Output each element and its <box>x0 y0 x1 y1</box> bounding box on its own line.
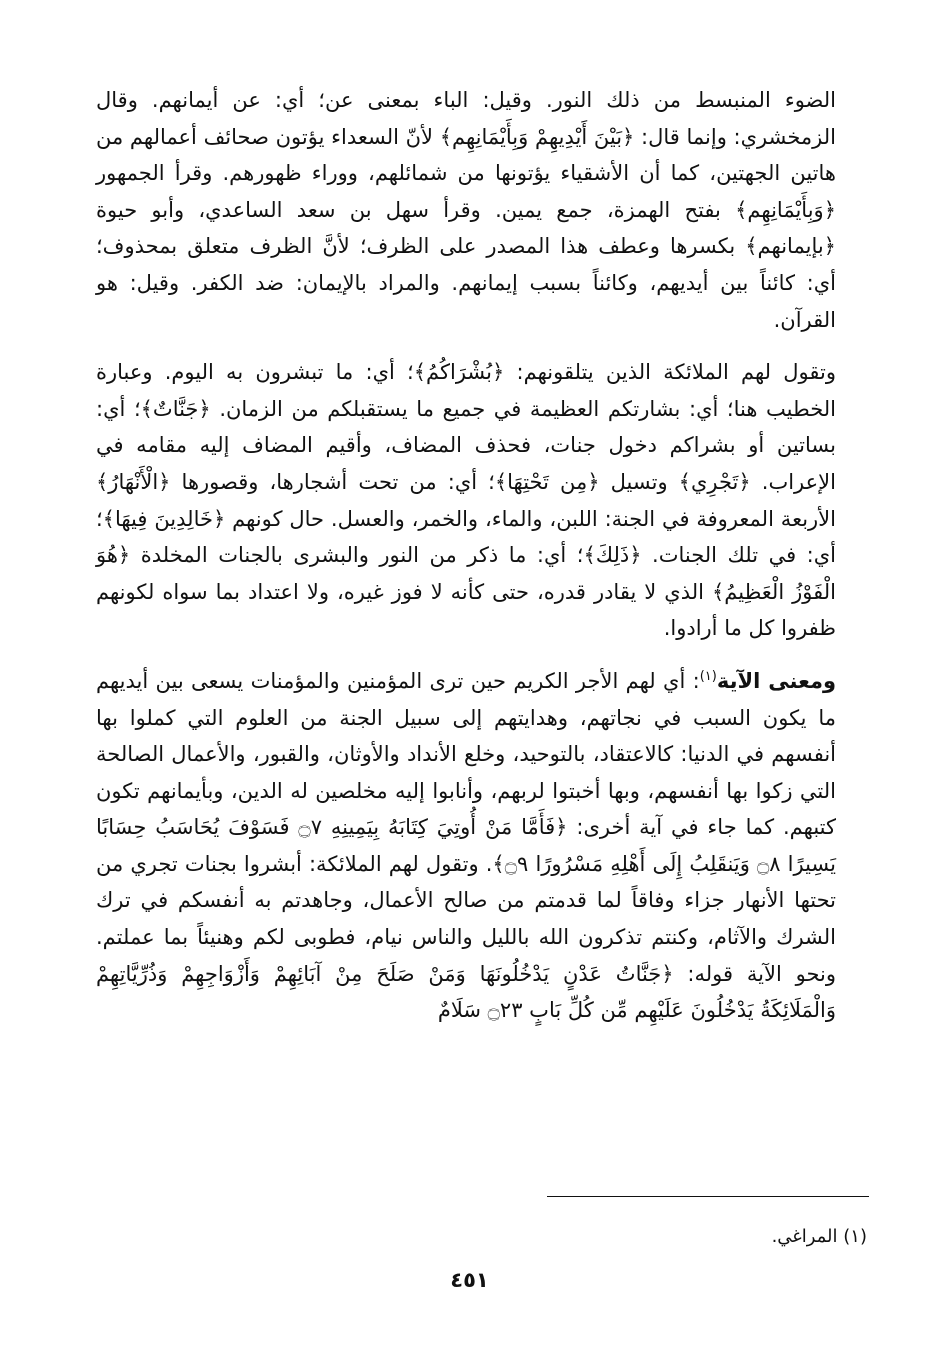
paragraph-verse-meaning <box>96 663 836 1029</box>
footnote: (١) المراغي. <box>771 1226 867 1247</box>
page-number: ٤٥١ <box>450 1268 489 1292</box>
paragraph-text: الضوء المنبسط من ذلك النور. وقيل: الباء بمعنى عن؛ أي: عن أيمانهم. وقال الزمخشري: وإنما قال: ﴿بَيْنَ أَيْدِيهِمْ وَبِأَيْمَانِهِم﴾ لأنّ السعداء يؤتون صحائف أعمالهم من هاتين الجهتين، كما أن الأشقياء يؤتونها من شمائلهم، ووراء ظهورهم. وقرأ الجمهور ﴿وَبِأَيْمَانِهِم﴾ بفتح الهمزة، جمع يمين. وقرأ سهل بن سعد الساعدي، وأبو حيوة ﴿بإيمانهم﴾ بكسرها وعطف هذا المصدر على الظرف؛ لأنَّ الظرف متعلق بمحذوف؛ أي: كائناً بين أيديهم، وكائناً بسبب إيمانهم. والمراد بالإيمان: ضد الكفر. وقيل: هو القرآن. <box>96 88 836 332</box>
paragraph-lead-heading: ومعنى الآية <box>716 668 836 693</box>
paragraph-text: وتقول لهم الملائكة الذين يتلقونهم: ﴿بُشْرَاكُمُ﴾؛ أي: ما تبشرون به اليوم. وعبارة الخطيب هنا؛ أي: بشارتكم العظيمة في جميع ما يستقبلكم من الزمان. ﴿جَنَّاتٌ﴾؛ أي: بساتين أو بشراكم دخول جنات، فحذف المضاف، وأقيم المضاف إليه مقامه في الإعراب. ﴿تَجْرِي﴾ وتسيل ﴿مِن تَحْتِهَا﴾؛ أي: من تحت أشجارها، وقصورها ﴿الْأَنْهَارُ﴾ الأربعة المعروفة في الجنة: اللبن، والماء، والخمر، والعسل. حال كونهم ﴿خَالِدِينَ فِيهَا﴾؛ أي: في تلك الجنات. ﴿ذَلِكَ﴾؛ أي: ما ذكر من النور والبشرى بالجنات المخلدة ﴿هُوَ الْفَوْزُ الْعَظِيمُ﴾ الذي لا يقادر قدره، حتى كأنه لا فوز غيره، ولا اعتداد بما سواه لكونهم ظفروا كل ما أرادوا. <box>96 360 836 641</box>
paragraph-zamakhshari <box>96 82 836 338</box>
footnote-separator <box>547 1196 869 1197</box>
footnote-reference: (١) <box>699 668 717 684</box>
paragraph-angels-greeting <box>96 354 836 647</box>
page-body <box>96 82 836 1029</box>
paragraph-text: : أي لهم الأجر الكريم حين ترى المؤمنين والمؤمنات يسعى بين أيديهم ما يكون السبب في نجاتهم، وهدايتهم إلى سبيل الجنة من العلوم التي كملوا بها أنفسهم في الدنيا: كالاعتقاد، بالتوحيد، وخلع الأنداد والأوثان، والقبور، والأعمال الصالحة التي زكوا بها أنفسهم، وبها أخبتوا لربهم، وأنابوا إليه مخلصين له الدين، وبأيمانهم تكون كتبهم. كما جاء في آية أخرى: ﴿فَأَمَّا مَنْ أُوتِيَ كِتَابَهُ بِيَمِينِهِ ۝٧ فَسَوْفَ يُحَاسَبُ حِسَابًا يَسِيرًا ۝٨ وَيَنقَلِبُ إِلَى أَهْلِهِ مَسْرُورًا ۝٩﴾. وتقول لهم الملائكة: أبشروا بجنات تجري من تحتها الأنهار جزاء وفاقاً لما قدمتم من صالح الأعمال، وجاهدتم به أنفسكم في ترك الشرك والآثام، وكنتم تذكرون الله بالليل والناس نيام، فطوبى لكم وهنيئاً بما عملتم. ونحو الآية قوله: ﴿جَنَّاتُ عَدْنٍ يَدْخُلُونَهَا وَمَنْ صَلَحَ مِنْ آبَائِهِمْ وَأَزْوَاجِهِمْ وَذُرِّيَّاتِهِمْ وَالْمَلَائِكَةُ يَدْخُلُونَ عَلَيْهِم مِّن كُلِّ بَابٍ ۝٢٣ سَلَامٌ <box>96 668 837 1023</box>
